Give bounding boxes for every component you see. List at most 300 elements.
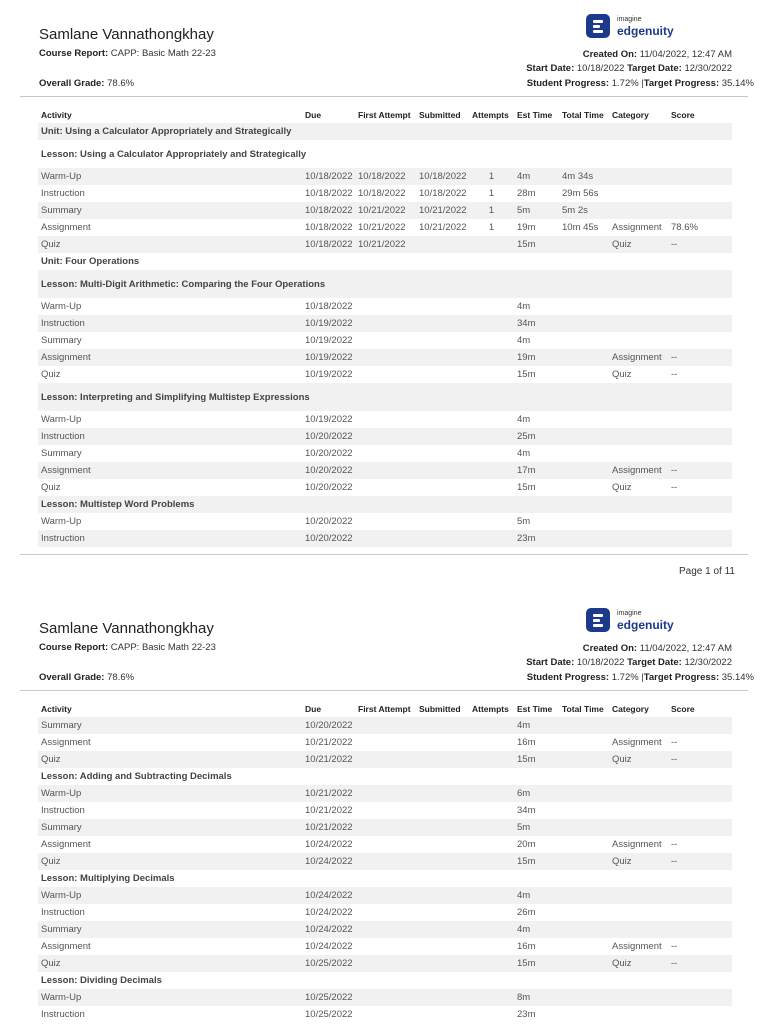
cell-est-time: 5m [514, 202, 559, 219]
section-header-row [38, 972, 732, 989]
overall-grade-value: 78.6% [107, 672, 135, 683]
cell-attempts [469, 938, 514, 955]
cell-est-time: 4m [517, 335, 531, 346]
table-row [38, 185, 732, 202]
cell-due: 10/24/2022 [302, 853, 355, 870]
cell-due: 10/24/2022 [302, 921, 355, 938]
course-report-line [39, 48, 216, 59]
cell-activity: Assignment [41, 941, 91, 952]
activity-table [38, 700, 732, 1023]
empty-cell [609, 253, 668, 270]
logo-imagine-text: imagine [617, 16, 642, 23]
cell-first-attempt [355, 734, 416, 751]
cell-est-time: 6m [514, 785, 559, 802]
table-row [38, 202, 732, 219]
cell-category [609, 921, 668, 938]
cell-est-time: 23m [514, 530, 559, 547]
cell-activity: Instruction [41, 188, 85, 199]
cell-first-attempt [355, 717, 416, 734]
cell-activity: Assignment [41, 839, 91, 850]
cell-category: Assignment [612, 839, 662, 850]
cell-attempts: 1 [469, 202, 514, 219]
cell-score: -- [671, 737, 678, 748]
cell-submitted: 10/21/2022 [416, 202, 469, 219]
cell-category [609, 530, 668, 547]
cell-submitted [416, 921, 469, 938]
cell-due: 10/19/2022 [302, 315, 355, 332]
header-first-attempt: First Attempt [358, 109, 411, 120]
cell-first-attempt [355, 366, 416, 383]
cell-total-time [559, 717, 609, 734]
cell-submitted: 10/21/2022 [419, 222, 467, 233]
cell-activity: Summary [41, 448, 82, 459]
cell-activity: Instruction [38, 315, 302, 332]
cell-category [609, 717, 668, 734]
empty-cell [514, 768, 559, 785]
empty-cell [559, 496, 609, 513]
cell-score [668, 298, 732, 315]
empty-cell [609, 496, 668, 513]
cell-est-time: 5m [517, 516, 531, 527]
cell-score: -- [671, 941, 678, 952]
section-title: Lesson: Adding and Subtracting Decimals [41, 771, 232, 782]
cell-attempts [469, 349, 514, 366]
target-progress-label: Target Progress: [643, 672, 720, 683]
empty-cell [559, 383, 609, 411]
header-score: Score [671, 703, 695, 714]
section-title: Lesson: Using a Calculator Appropriately and Strategically [41, 148, 307, 160]
cell-est-time: 34m [517, 805, 536, 816]
cell-total-time [559, 462, 609, 479]
created-on-label: Created On: [582, 49, 638, 60]
cell-attempts [469, 411, 514, 428]
empty-cell [668, 123, 732, 140]
cell-category: Quiz [612, 369, 632, 380]
cell-total-time [559, 734, 609, 751]
header-category: Category [612, 703, 649, 714]
empty-cell [668, 496, 732, 513]
cell-activity: Quiz [38, 853, 302, 870]
cell-due: 10/19/2022 [305, 414, 353, 425]
edgenuity-e-logo-icon [586, 14, 610, 38]
cell-category: Quiz [609, 751, 668, 768]
table-row [38, 887, 732, 904]
start-date-label: Start Date: [526, 63, 575, 74]
cell-due: 10/21/2022 [302, 785, 355, 802]
target-date-label: Target Date: [627, 657, 682, 668]
cell-total-time [559, 853, 609, 870]
cell-due: 10/18/2022 [305, 188, 353, 199]
cell-activity: Warm-Up [38, 989, 302, 1006]
cell-est-time: 15m [514, 236, 559, 253]
table-row [38, 785, 732, 802]
table-row [38, 445, 732, 462]
empty-cell [559, 768, 609, 785]
edgenuity-logo [586, 608, 686, 634]
empty-cell [668, 972, 732, 989]
cell-activity: Warm-Up [41, 414, 82, 425]
cell-due: 10/20/2022 [305, 448, 353, 459]
cell-total-time [559, 479, 609, 496]
header-submitted: Submitted [419, 703, 461, 714]
cell-est-time: 19m [514, 349, 559, 366]
cell-activity: Instruction [41, 805, 85, 816]
cell-est-time: 4m [514, 717, 559, 734]
cell-submitted [416, 853, 469, 870]
cell-activity: Warm-Up [38, 785, 302, 802]
section-header-row [38, 496, 732, 513]
cell-activity: Summary [41, 335, 82, 346]
cell-first-attempt [355, 836, 416, 853]
cell-score [668, 1006, 732, 1023]
cell-total-time [559, 1006, 609, 1023]
cell-category: Assignment [612, 222, 662, 233]
cell-first-attempt [355, 887, 416, 904]
cell-est-time: 15m [514, 853, 559, 870]
cell-attempts [469, 479, 514, 496]
cell-first-attempt [355, 938, 416, 955]
header-due: Due [305, 109, 322, 120]
table-header-row [38, 106, 732, 123]
empty-cell [668, 383, 732, 411]
cell-first-attempt [355, 411, 416, 428]
cell-est-time: 15m [514, 751, 559, 768]
cell-total-time: 29m 56s [562, 188, 599, 199]
cell-score [668, 819, 732, 836]
created-on-line [583, 48, 732, 62]
target-date-value: 12/30/2022 [684, 657, 732, 668]
cell-attempts [469, 298, 514, 315]
cell-score [668, 717, 732, 734]
cell-first-attempt: 10/18/2022 [355, 168, 416, 185]
overall-grade-line [39, 672, 134, 683]
header-attempts: Attempts [472, 109, 509, 120]
cell-submitted [416, 904, 469, 921]
table-row [38, 751, 732, 768]
cell-est-time: 28m [517, 188, 536, 199]
cell-submitted [416, 955, 469, 972]
header-first-attempt: First Attempt [358, 703, 411, 714]
cell-category [609, 315, 668, 332]
overall-grade-label: Overall Grade: [39, 78, 105, 89]
cell-attempts [469, 751, 514, 768]
header-activity: Activity [41, 109, 72, 120]
cell-first-attempt [355, 989, 416, 1006]
dates-line [526, 62, 732, 76]
cell-activity: Warm-Up [38, 887, 302, 904]
table-row [38, 530, 732, 547]
cell-total-time [559, 315, 609, 332]
cell-total-time [559, 513, 609, 530]
cell-total-time: 4m 34s [559, 168, 609, 185]
cell-est-time: 15m [517, 482, 536, 493]
course-report-value: CAPP: Basic Math 22-23 [110, 642, 216, 653]
section-title: Lesson: Multi-Digit Arithmetic: Comparing the Four Operations [38, 270, 514, 298]
cell-category: Quiz [609, 853, 668, 870]
cell-category [609, 989, 668, 1006]
cell-attempts [469, 366, 514, 383]
table-row [38, 298, 732, 315]
progress-line [527, 671, 754, 685]
empty-cell [559, 253, 609, 270]
created-on-line [583, 642, 732, 656]
cell-est-time: 17m [514, 462, 559, 479]
cell-submitted [416, 751, 469, 768]
cell-total-time [559, 921, 609, 938]
cell-attempts [469, 445, 514, 462]
cell-category [609, 202, 668, 219]
cell-total-time [559, 428, 609, 445]
cell-submitted: 10/18/2022 [419, 188, 467, 199]
table-row [38, 219, 732, 236]
cell-due: 10/20/2022 [302, 717, 355, 734]
cell-score [668, 445, 732, 462]
logo-edgenuity-text: edgenuity [617, 618, 674, 632]
cell-submitted [416, 989, 469, 1006]
section-header-row [38, 870, 732, 887]
course-report-label: Course Report: [39, 48, 109, 59]
cell-first-attempt [355, 751, 416, 768]
cell-total-time [559, 802, 609, 819]
cell-est-time: 5m [514, 819, 559, 836]
table-header-row [38, 700, 732, 717]
cell-score: -- [668, 751, 732, 768]
table-row [38, 315, 732, 332]
cell-due: 10/20/2022 [302, 428, 355, 445]
table-row [38, 938, 732, 955]
cell-total-time: 5m 2s [559, 202, 609, 219]
cell-submitted [416, 315, 469, 332]
cell-due: 10/25/2022 [302, 989, 355, 1006]
cell-attempts [469, 236, 514, 253]
cell-submitted [416, 530, 469, 547]
cell-attempts [469, 887, 514, 904]
cell-category [609, 904, 668, 921]
cell-total-time [559, 332, 609, 349]
page-number: Page 1 of 11 [679, 566, 735, 577]
empty-cell [609, 972, 668, 989]
header-due: Due [305, 703, 322, 714]
table-row [38, 366, 732, 383]
table-row [38, 734, 732, 751]
table-row [38, 1006, 732, 1023]
empty-cell [559, 140, 609, 168]
cell-submitted [416, 479, 469, 496]
cell-due: 10/21/2022 [305, 805, 353, 816]
cell-total-time [559, 887, 609, 904]
empty-cell [514, 253, 559, 270]
cell-category [609, 445, 668, 462]
cell-activity: Quiz [38, 236, 302, 253]
cell-first-attempt [355, 853, 416, 870]
cell-score [668, 332, 732, 349]
cell-activity: Summary [38, 717, 302, 734]
cell-est-time: 23m [517, 1009, 536, 1020]
cell-attempts: 1 [488, 222, 495, 233]
empty-cell [609, 123, 668, 140]
cell-category [609, 819, 668, 836]
start-date-value: 10/18/2022 [576, 63, 625, 74]
cell-first-attempt [355, 315, 416, 332]
cell-total-time [559, 530, 609, 547]
cell-submitted [416, 785, 469, 802]
cell-score [668, 168, 732, 185]
cell-est-time: 15m [517, 369, 536, 380]
cell-attempts [469, 1006, 514, 1023]
cell-est-time: 4m [514, 887, 559, 904]
course-report-value: CAPP: Basic Math 22-23 [110, 48, 216, 59]
cell-category [609, 1006, 668, 1023]
header-total-time: Total Time [562, 109, 604, 120]
created-on-value: 11/04/2022, 12:47 AM [639, 643, 732, 654]
empty-cell [609, 383, 668, 411]
cell-est-time: 34m [514, 315, 559, 332]
course-report-label: Course Report: [39, 642, 109, 653]
table-row [38, 332, 732, 349]
progress-separator: | [641, 78, 644, 89]
section-header-row [38, 270, 732, 298]
cell-activity: Summary [38, 819, 302, 836]
cell-total-time [559, 411, 609, 428]
cell-first-attempt [355, 428, 416, 445]
section-title: Lesson: Multistep Word Problems [38, 496, 514, 513]
cell-score: -- [668, 853, 732, 870]
table-row [38, 168, 732, 185]
cell-category [609, 513, 668, 530]
created-on-value: 11/04/2022, 12:47 AM [639, 49, 732, 60]
table-row [38, 513, 732, 530]
cell-total-time [559, 819, 609, 836]
empty-cell [609, 140, 668, 168]
cell-attempts [469, 921, 514, 938]
cell-score: -- [671, 839, 678, 850]
cell-score [668, 802, 732, 819]
cell-score [668, 785, 732, 802]
table-body [38, 717, 732, 1023]
progress-line [527, 77, 754, 91]
cell-submitted [416, 887, 469, 904]
cell-est-time: 15m [514, 955, 559, 972]
section-header-row [38, 768, 732, 785]
cell-submitted [416, 349, 469, 366]
cell-est-time: 20m [517, 839, 536, 850]
student-progress-value: 1.72% [611, 672, 639, 683]
empty-cell [559, 870, 609, 887]
empty-cell [609, 270, 668, 298]
progress-separator: | [641, 672, 644, 683]
cell-est-time: 16m [517, 737, 536, 748]
edgenuity-e-logo-icon [586, 608, 610, 632]
cell-est-time: 26m [517, 907, 536, 918]
empty-cell [514, 870, 559, 887]
cell-est-time: 8m [514, 989, 559, 1006]
cell-submitted [416, 445, 469, 462]
cell-submitted [416, 366, 469, 383]
cell-attempts [469, 315, 514, 332]
cell-attempts: 1 [469, 168, 514, 185]
table-row [38, 836, 732, 853]
empty-cell [514, 496, 559, 513]
cell-due: 10/21/2022 [302, 751, 355, 768]
cell-est-time: 4m [517, 301, 531, 312]
cell-score [668, 530, 732, 547]
cell-due: 10/18/2022 [305, 301, 353, 312]
cell-score: -- [668, 462, 732, 479]
cell-submitted [416, 819, 469, 836]
section-header-row [38, 140, 732, 168]
cell-score [668, 202, 732, 219]
empty-cell [609, 768, 668, 785]
target-progress-label: Target Progress: [643, 78, 720, 89]
cell-first-attempt [355, 1006, 416, 1023]
empty-cell [668, 768, 732, 785]
cell-attempts [469, 717, 514, 734]
cell-activity: Warm-Up [41, 301, 82, 312]
student-progress-value: 1.72% [611, 78, 639, 89]
course-report-line [39, 642, 216, 653]
cell-est-time: 4m [517, 448, 531, 459]
target-progress-value: 35.14% [721, 78, 754, 89]
section-title: Unit: Four Operations [41, 256, 140, 267]
empty-cell [668, 270, 732, 298]
start-date-value: 10/18/2022 [576, 657, 625, 668]
cell-score [668, 185, 732, 202]
header-est-time: Est Time [517, 703, 553, 714]
cell-due: 10/20/2022 [302, 530, 355, 547]
table-body [38, 123, 732, 547]
cell-submitted [416, 462, 469, 479]
logo-edgenuity-text: edgenuity [617, 24, 674, 38]
created-on-label: Created On: [582, 643, 638, 654]
cell-score [668, 411, 732, 428]
cell-category: Assignment [609, 349, 668, 366]
cell-score: -- [668, 349, 732, 366]
edgenuity-logo [586, 14, 686, 40]
section-title: Lesson: Interpreting and Simplifying Multistep Expressions [38, 383, 514, 411]
cell-first-attempt [355, 530, 416, 547]
cell-est-time: 4m [514, 168, 559, 185]
report-page-2 [0, 594, 768, 1024]
activity-table [38, 106, 732, 547]
empty-cell [668, 870, 732, 887]
section-title: Unit: Using a Calculator Appropriately and Strategically [38, 123, 514, 140]
cell-total-time [559, 836, 609, 853]
cell-due: 10/25/2022 [305, 1009, 353, 1020]
cell-activity: Assignment [41, 222, 91, 233]
cell-first-attempt: 10/21/2022 [358, 222, 406, 233]
cell-submitted [416, 411, 469, 428]
cell-due: 10/25/2022 [302, 955, 355, 972]
empty-cell [559, 123, 609, 140]
header-total-time: Total Time [562, 703, 604, 714]
cell-due: 10/24/2022 [305, 839, 353, 850]
cell-category: Assignment [612, 737, 662, 748]
cell-total-time [559, 904, 609, 921]
cell-due: 10/18/2022 [305, 222, 353, 233]
cell-activity: Summary [38, 202, 302, 219]
header-category: Category [612, 109, 649, 120]
cell-attempts [469, 836, 514, 853]
cell-attempts [469, 904, 514, 921]
overall-grade-label: Overall Grade: [39, 672, 105, 683]
cell-category: Quiz [609, 955, 668, 972]
cell-submitted [416, 298, 469, 315]
cell-total-time [559, 236, 609, 253]
cell-total-time [559, 298, 609, 315]
student-name: Samlane Vannathongkhay [39, 620, 214, 637]
cell-score [668, 989, 732, 1006]
cell-due: 10/24/2022 [305, 941, 353, 952]
